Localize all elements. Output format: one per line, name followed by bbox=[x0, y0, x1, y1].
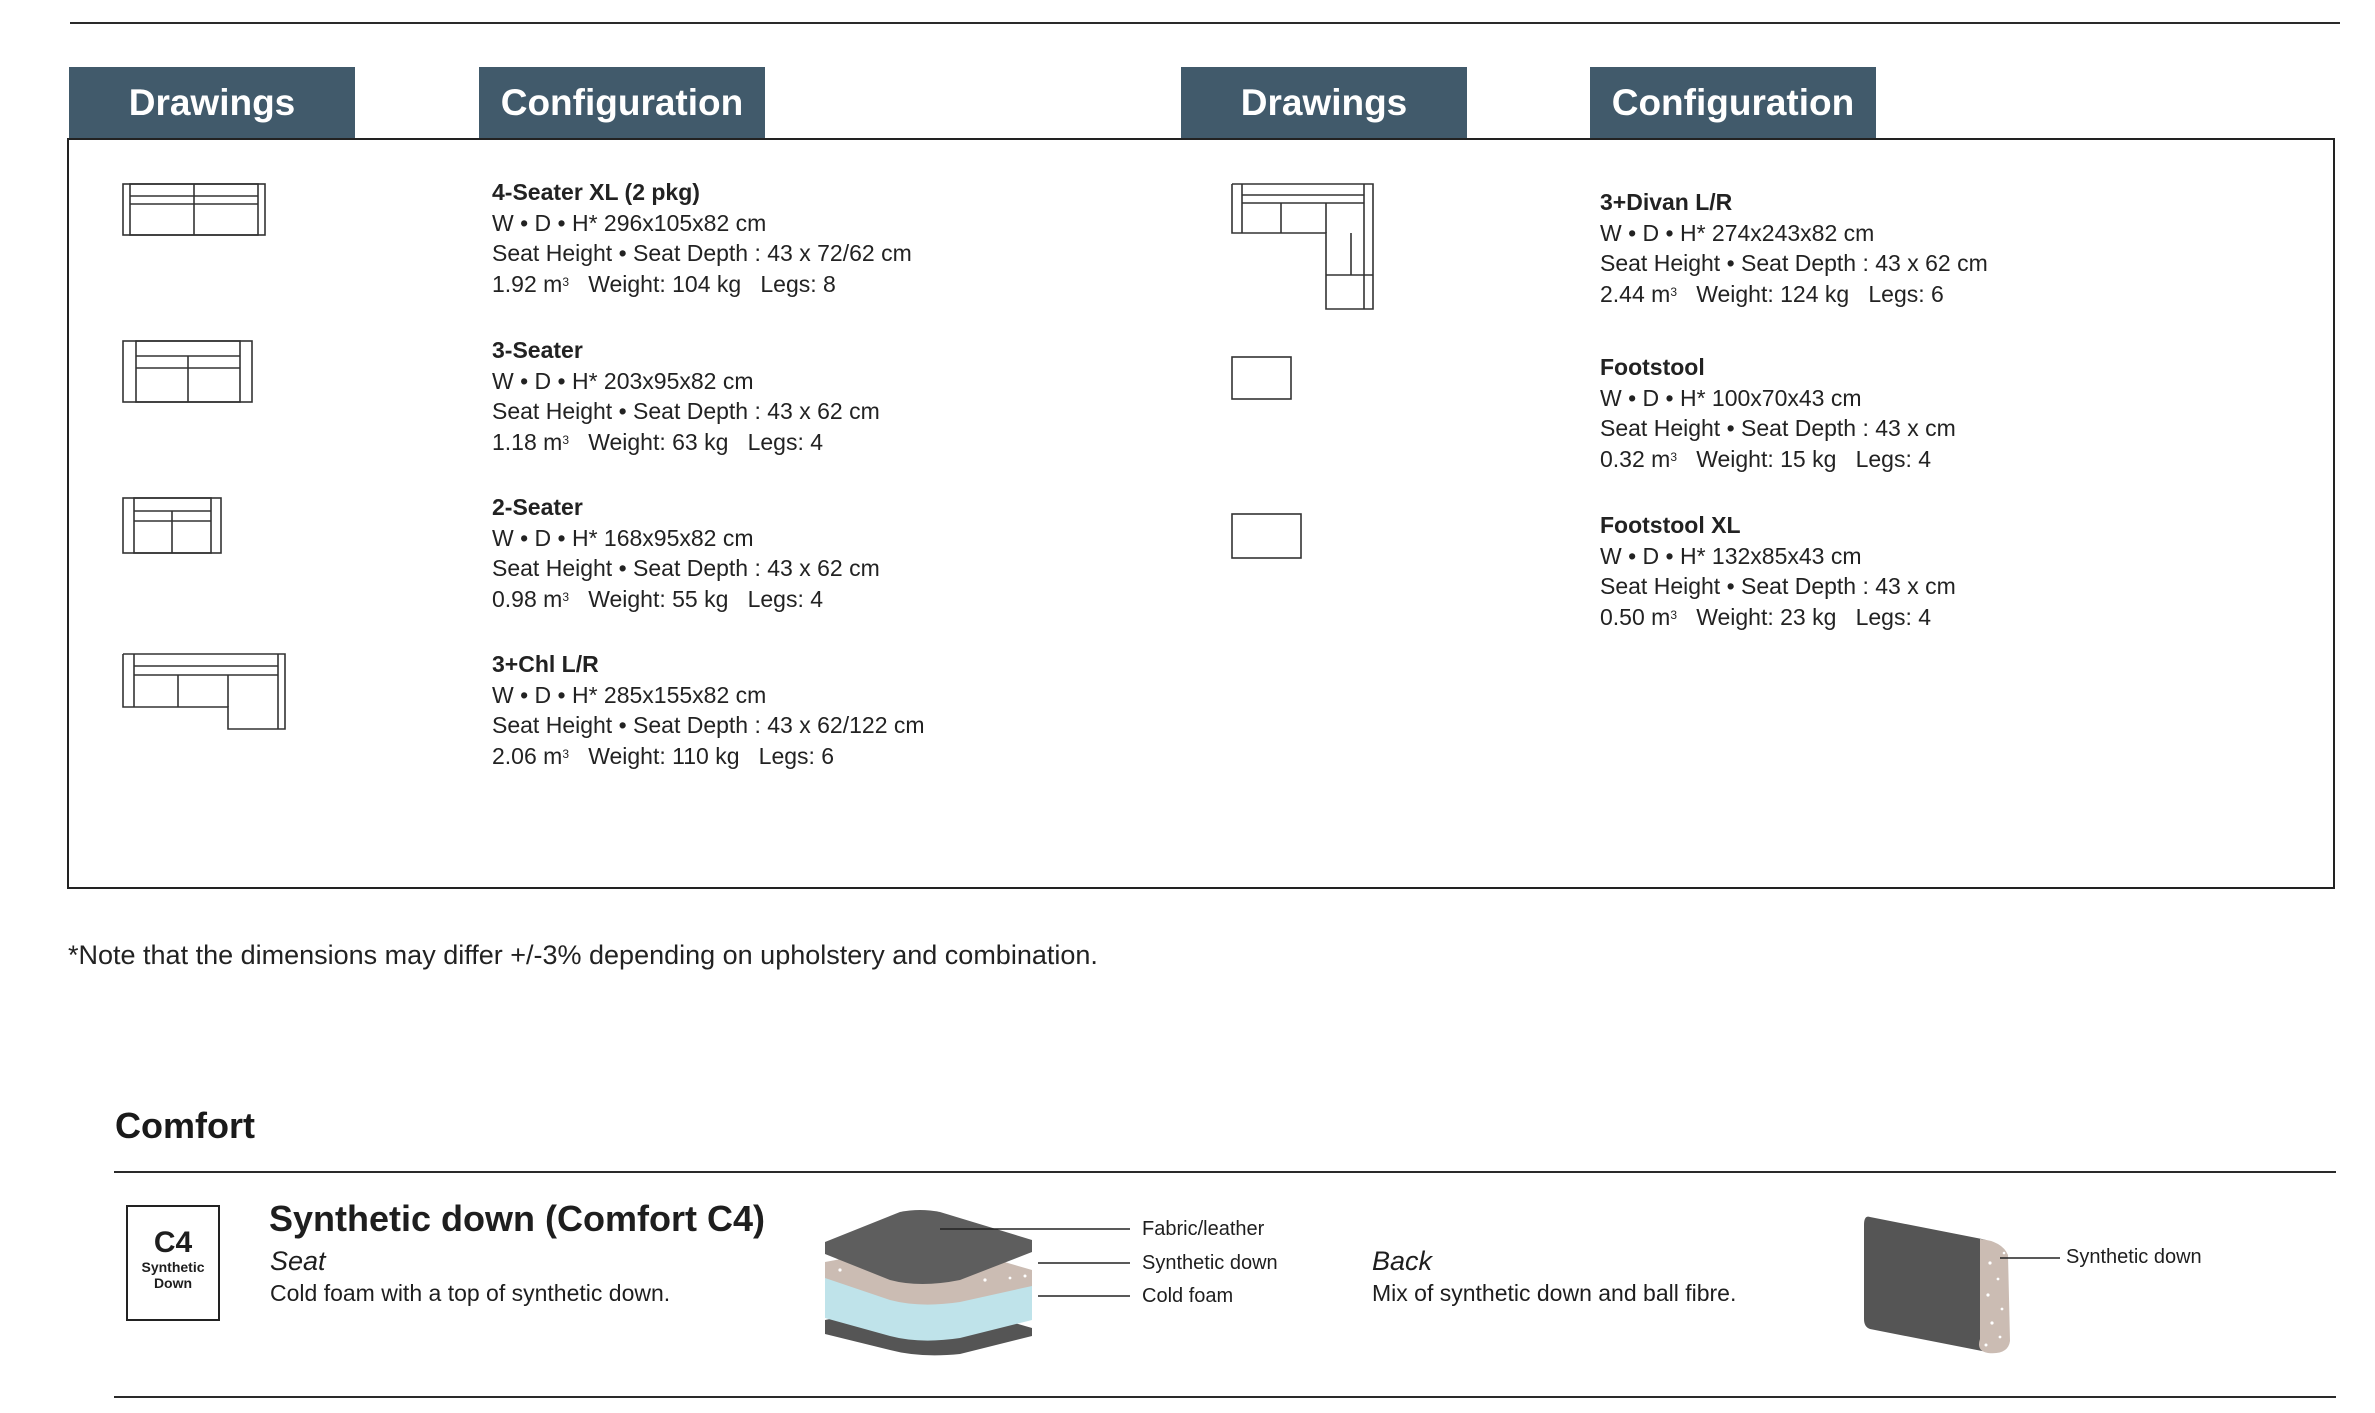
config-item bbox=[1600, 510, 1956, 632]
config-item bbox=[1600, 352, 1956, 474]
configurations-panel bbox=[67, 138, 2335, 889]
config-item bbox=[492, 649, 925, 771]
config-seat: Seat Height • Seat Depth : 43 x 72/62 cm bbox=[492, 240, 912, 266]
sofa-divan-drawing bbox=[1231, 183, 1375, 311]
config-item bbox=[492, 177, 912, 299]
comfort-section-title: Comfort bbox=[115, 1105, 255, 1146]
seat-description: Cold foam with a top of synthetic down. bbox=[270, 1280, 671, 1306]
comfort-top-rule bbox=[114, 1171, 2336, 1173]
sofa-4-seater-xl-drawing bbox=[122, 183, 268, 237]
config-weight: Weight: 23 kg bbox=[1696, 603, 1837, 630]
back-label: Back bbox=[1372, 1246, 1433, 1276]
config-seat: Seat Height • Seat Depth : 43 x cm bbox=[1600, 415, 1956, 441]
config-legs: Legs: 8 bbox=[760, 270, 836, 297]
config-legs: Legs: 4 bbox=[1855, 603, 1932, 630]
config-legs: Legs: 4 bbox=[1855, 445, 1932, 472]
seat-layer-label: Fabric/leather bbox=[1142, 1218, 1265, 1240]
back-description: Mix of synthetic down and ball fibre. bbox=[1372, 1280, 1737, 1306]
back-layer-label: Synthetic down bbox=[2066, 1246, 2202, 1268]
config-stats: 2.06 $m^3$ Weight: 110 kg Legs: 6 bbox=[492, 742, 835, 769]
badge-code: C4 bbox=[153, 1226, 193, 1259]
config-dimensions: W • D • H* 296x105x82 cm bbox=[492, 209, 767, 236]
config-seat: Seat Height • Seat Depth : 43 x 62 cm bbox=[492, 398, 880, 424]
config-legs: Legs: 6 bbox=[1868, 280, 1944, 307]
tab-drawings-left: Drawings bbox=[69, 67, 355, 139]
config-name: Footstool bbox=[1600, 354, 1705, 380]
seat-layer-label: Cold foam bbox=[1142, 1285, 1234, 1307]
config-name: 4-Seater XL (2 pkg) bbox=[492, 179, 700, 205]
config-weight: Weight: 55 kg bbox=[588, 585, 729, 612]
config-seat: Seat Height • Seat Depth : 43 x 62 cm bbox=[492, 555, 880, 581]
footstool-drawing bbox=[1231, 356, 1293, 401]
tab-drawings-right: Drawings bbox=[1181, 67, 1467, 139]
seat-layer-label: Synthetic down bbox=[1142, 1252, 1278, 1274]
config-volume: 0.32 m bbox=[1600, 445, 1671, 472]
config-seat: Seat Height • Seat Depth : 43 x cm bbox=[1600, 573, 1956, 599]
config-dimensions: W • D • H* 168x95x82 cm bbox=[492, 524, 754, 551]
config-name: 3-Seater bbox=[492, 337, 583, 363]
back-leader-line bbox=[2000, 1254, 2062, 1262]
config-legs: Legs: 6 bbox=[758, 742, 835, 769]
dimensions-note: *Note that the dimensions may differ +/-3% depending on upholstery and combination. bbox=[68, 940, 1098, 970]
top-rule bbox=[70, 22, 2340, 24]
config-volume: 1.18 m bbox=[492, 428, 563, 455]
back-cushion-illustration bbox=[1862, 1213, 2012, 1358]
config-volume: 2.44 m bbox=[1600, 280, 1671, 307]
comfort-bottom-rule bbox=[114, 1396, 2336, 1398]
config-weight: Weight: 63 kg bbox=[588, 428, 729, 455]
config-weight: Weight: 15 kg bbox=[1696, 445, 1837, 472]
badge-label-line2: Down bbox=[153, 1275, 193, 1291]
sofa-2-seater-drawing bbox=[122, 497, 223, 555]
config-item bbox=[492, 492, 880, 614]
config-volume: 0.98 m bbox=[492, 585, 563, 612]
sofa-3-seater-drawing bbox=[122, 340, 254, 404]
config-name: 3+Chl L/R bbox=[492, 651, 599, 677]
config-dimensions: W • D • H* 285x155x82 cm bbox=[492, 681, 767, 708]
seat-leader-lines bbox=[940, 1225, 1140, 1305]
seat-label: Seat bbox=[270, 1246, 326, 1276]
config-dimensions: W • D • H* 203x95x82 cm bbox=[492, 367, 754, 394]
footstool-xl-drawing bbox=[1231, 513, 1303, 560]
config-seat: Seat Height • Seat Depth : 43 x 62 cm bbox=[1600, 250, 1988, 276]
config-dimensions: W • D • H* 274x243x82 cm bbox=[1600, 219, 1875, 246]
config-item bbox=[1600, 187, 1988, 309]
config-weight: Weight: 104 kg bbox=[588, 270, 742, 297]
config-volume: 0.50 m bbox=[1600, 603, 1671, 630]
config-volume: 2.06 m bbox=[492, 742, 563, 769]
config-stats: 0.98 $m^3$ Weight: 55 kg Legs: 4 bbox=[492, 585, 824, 612]
comfort-title: Synthetic down (Comfort C4) bbox=[269, 1198, 765, 1239]
config-name: Footstool XL bbox=[1600, 512, 1741, 538]
sofa-chaise-drawing bbox=[122, 653, 288, 731]
config-dimensions: W • D • H* 132x85x43 cm bbox=[1600, 542, 1862, 569]
config-name: 3+Divan L/R bbox=[1600, 189, 1733, 215]
config-stats: 2.44 $m^3$ Weight: 124 kg Legs: 6 bbox=[1600, 280, 1944, 307]
tab-configuration-right: Configuration bbox=[1590, 67, 1876, 139]
tab-configuration-left: Configuration bbox=[479, 67, 765, 139]
config-stats: 1.18 $m^3$ Weight: 63 kg Legs: 4 bbox=[492, 428, 824, 455]
config-weight: Weight: 124 kg bbox=[1696, 280, 1850, 307]
comfort-badge bbox=[126, 1205, 220, 1321]
config-stats: 0.32 $m^3$ Weight: 15 kg Legs: 4 bbox=[1600, 445, 1932, 472]
config-dimensions: W • D • H* 100x70x43 cm bbox=[1600, 384, 1862, 411]
config-seat: Seat Height • Seat Depth : 43 x 62/122 cm bbox=[492, 712, 925, 738]
config-stats: 1.92 $m^3$ Weight: 104 kg Legs: 8 bbox=[492, 270, 836, 297]
config-volume: 1.92 m bbox=[492, 270, 563, 297]
config-stats: 0.50 $m^3$ Weight: 23 kg Legs: 4 bbox=[1600, 603, 1932, 630]
config-item bbox=[492, 335, 880, 457]
config-legs: Legs: 4 bbox=[747, 428, 824, 455]
badge-label-line1: Synthetic bbox=[141, 1259, 205, 1275]
config-name: 2-Seater bbox=[492, 494, 583, 520]
config-legs: Legs: 4 bbox=[747, 585, 824, 612]
config-weight: Weight: 110 kg bbox=[588, 742, 740, 769]
